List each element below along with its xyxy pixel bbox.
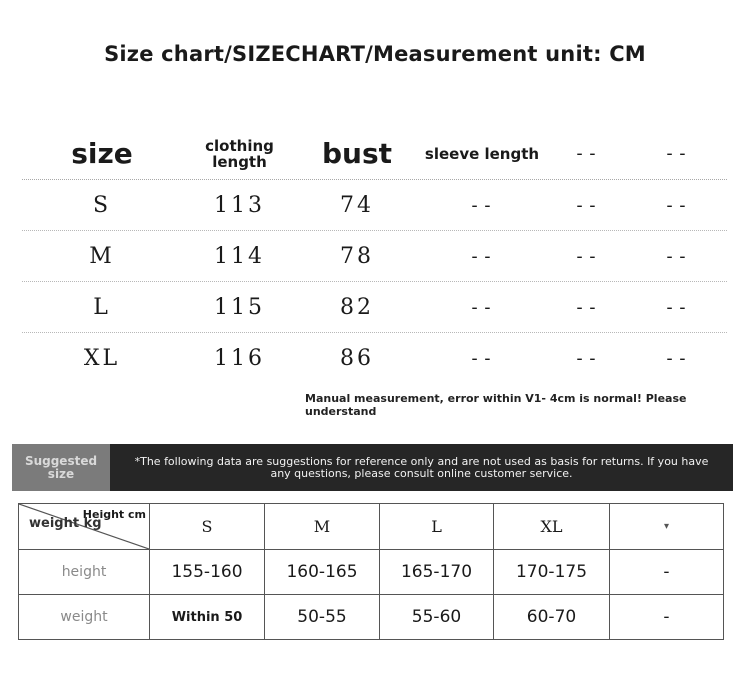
header-clothing-length: clothing length [205,136,274,171]
table-row [22,231,727,282]
length-cell: 113 [214,192,265,218]
blank-cell: -- [664,194,690,216]
header-blank-2: -- [664,143,690,164]
corner-height-label: Height cm [82,508,146,521]
table-row [22,180,727,231]
weight-cell: 60-70 [494,595,610,640]
sleeve-cell: -- [469,296,495,318]
suggestion-disclaimer: *The following data are suggestions for reference only and are not used as basis for returns. If you have any questions, please consult online customer service. [134,454,709,480]
header-size: size [71,137,133,170]
size-cell: M [89,243,115,269]
length-cell: 114 [214,243,265,269]
size-cell: XL [83,345,121,371]
weight-row-label: weight [19,595,150,640]
bust-cell: 78 [340,243,374,269]
blank-cell: -- [574,245,600,267]
suggestion-banner [12,444,733,491]
table-row [19,550,724,595]
weight-cell: - [610,595,724,640]
sleeve-cell: -- [469,347,495,369]
blank-cell: -- [664,245,690,267]
size-header-cell: L [380,504,494,550]
corner-weight-label: weight kg [29,516,102,531]
table-row [22,282,727,333]
size-header-cell: M [265,504,380,550]
sleeve-cell: -- [469,194,495,216]
bust-cell: 74 [340,192,374,218]
size-header-cell: XL [494,504,610,550]
size-header-cell: ▾ [610,504,724,550]
page-title: Size chart/SIZECHART/Measurement unit: CM [104,42,646,66]
size-chart-header-row [22,128,727,180]
blank-cell: -- [574,194,600,216]
size-cell: S [92,192,112,218]
suggested-size-tag: Suggested size [12,444,110,491]
table-row [19,504,724,550]
height-cell: 170-175 [494,550,610,595]
blank-cell: -- [664,296,690,318]
blank-cell: -- [664,347,690,369]
length-cell: 116 [214,345,265,371]
suggested-size-table [18,503,724,640]
size-header-cell: S [150,504,265,550]
corner-header-cell [19,504,150,550]
height-cell: 155-160 [150,550,265,595]
blank-cell: -- [574,296,600,318]
height-cell: - [610,550,724,595]
height-cell: 165-170 [380,550,494,595]
weight-cell: 55-60 [380,595,494,640]
height-cell: 160-165 [265,550,380,595]
header-sleeve-length: sleeve length [424,144,540,163]
height-row-label: height [19,550,150,595]
header-blank-1: -- [574,143,600,164]
table-row [19,595,724,640]
weight-cell: 50-55 [265,595,380,640]
blank-cell: -- [574,347,600,369]
measurement-note: Manual measurement, error within V1- 4cm is normal! Please understand [305,392,687,418]
length-cell: 115 [214,294,265,320]
size-cell: L [93,294,111,320]
sleeve-cell: -- [469,245,495,267]
bust-cell: 82 [340,294,374,320]
table-row [22,333,727,383]
weight-cell: Within 50 [150,595,265,640]
size-chart-table [22,128,727,383]
bust-cell: 86 [340,345,374,371]
header-bust: bust [321,137,393,170]
